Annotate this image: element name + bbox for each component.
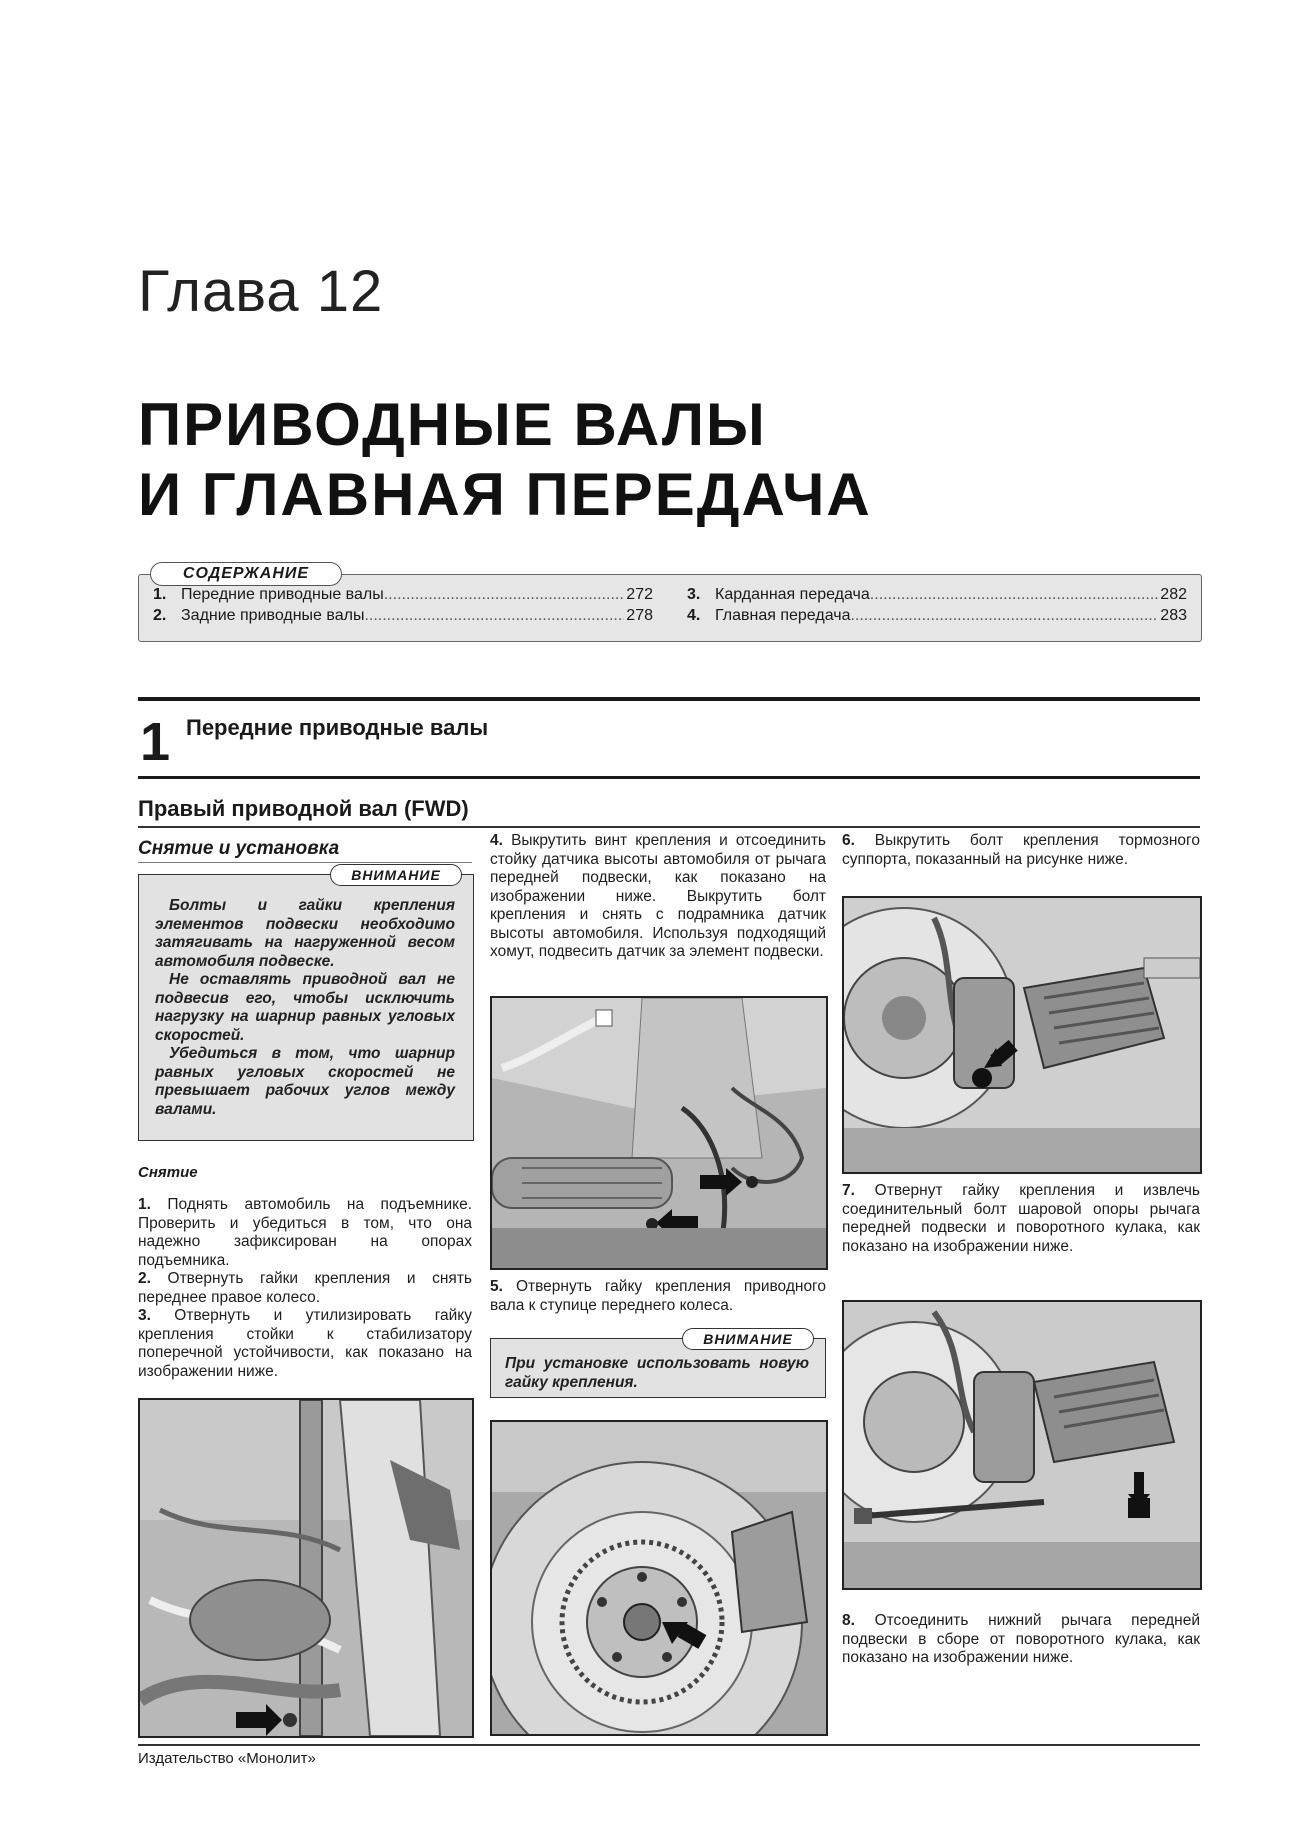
photo-height-sensor — [490, 996, 828, 1270]
toc-item-page: 282 — [1160, 586, 1187, 603]
warning-label: ВНИМАНИЕ — [682, 1328, 814, 1350]
toc-leader — [384, 585, 625, 605]
step-number: 7. — [842, 1182, 855, 1199]
chapter-title-line-1: ПРИВОДНЫЕ ВАЛЫ — [138, 391, 767, 458]
toc-item-title: Карданная передача — [715, 586, 870, 603]
subsection-title: Правый приводной вал (FWD) — [138, 796, 469, 821]
step-number: 3. — [138, 1307, 151, 1324]
col3-step-6 — [842, 832, 1200, 869]
photo-ball-joint-bolt — [842, 1300, 1202, 1590]
toc-item-number: 4. — [687, 607, 701, 624]
chapter-label: Глава 12 — [138, 259, 384, 324]
toc-item-number: 2. — [153, 607, 167, 624]
warning-paragraph: Болты и гайки крепления элементов подвески необходимо затягивать на нагруженной весом автомобиля подвеске. — [155, 897, 455, 970]
col2-step-4 — [490, 832, 826, 962]
toc-item-page: 283 — [1160, 607, 1187, 624]
toc-leader — [850, 606, 1158, 626]
toc-item-title: Задние приводные валы — [181, 607, 365, 624]
step-number: 6. — [842, 832, 855, 849]
warning-paragraph: Не оставлять приводной вал не подвесив его, чтобы исключить нагрузку на шарнир равных угловых скоростей. — [155, 971, 455, 1044]
toc-item-title: Главная передача — [715, 607, 851, 624]
step-text: Выкрутить винт крепления и отсоединить стойку датчика высоты автомобиля от рычага передней подвески, как показано на изображении ниже. Выкрутить болт крепления и снять с подрамника датчик высоты автомобиля. Используя подходящий хомут, подвесить датчик за элемент подвески. — [490, 832, 827, 960]
removal-heading: Снятие — [138, 1164, 198, 1181]
toc-item-number: 1. — [153, 586, 167, 603]
toc-item[interactable] — [153, 585, 653, 605]
warning-label: ВНИМАНИЕ — [330, 864, 462, 886]
section-number: 1 — [140, 712, 171, 772]
subsection-rule — [138, 826, 1200, 828]
step-3 — [138, 1307, 472, 1381]
step-text: Отвернуть и утилизировать гайку крепления стойки к стабилизатору поперечной устойчивости, как показано на изображении ниже. — [138, 1307, 472, 1380]
step-text: Выкрутить болт крепления тормозного суппорта, показанный на рисунке ниже. — [842, 832, 1200, 868]
photo-brake-caliper — [842, 896, 1202, 1174]
step-number: 2. — [138, 1270, 151, 1287]
footer-rule — [138, 1744, 1200, 1746]
step-1 — [138, 1196, 472, 1270]
step-text: Поднять автомобиль на подъемнике. Проверить и убедиться в том, что она надежно зафиксирован на опорах подъемника. — [138, 1196, 472, 1269]
photo-hub-nut — [490, 1420, 828, 1736]
chapter-title-line-2: И ГЛАВНАЯ ПЕРЕДАЧА — [138, 461, 872, 528]
step-text: Отвернуть гайку крепления приводного вала к ступице переднего колеса. — [490, 1278, 826, 1314]
section-title: Передние приводные валы — [186, 715, 489, 740]
warning-paragraph: Убедиться в том, что шарнир равных угловых скоростей не превышает рабочих углов между валами. — [155, 1045, 455, 1118]
toc-item[interactable] — [687, 585, 1187, 605]
col1-steps — [138, 1196, 472, 1381]
toc-item-number: 3. — [687, 586, 701, 603]
warning-text — [155, 897, 455, 1119]
col3-step-8 — [842, 1612, 1200, 1668]
photo-stabilizer-link — [138, 1398, 474, 1738]
publisher-footer: Издательство «Монолит» — [138, 1750, 316, 1767]
step-number: 5. — [490, 1278, 503, 1295]
warning-box — [138, 874, 474, 1141]
toc-item-page: 272 — [626, 586, 653, 603]
chapter-title — [138, 390, 872, 530]
step-text: Отсоединить нижний рычага передней подвески в сборе от поворотного кулака, как показано на изображении ниже. — [842, 1612, 1200, 1666]
section-rule-bottom — [138, 776, 1200, 779]
toc-item-title: Передние приводные валы — [181, 586, 384, 603]
step-2 — [138, 1270, 472, 1307]
step-text: Отвернут гайку крепления и извлечь соединительный болт шаровой опоры рычага передней подвески и поворотного кулака, как показано на изображении ниже. — [842, 1182, 1201, 1255]
col3-step-7 — [842, 1182, 1200, 1256]
step-number: 4. — [490, 832, 503, 849]
removal-install-heading: Снятие и установка — [138, 838, 340, 859]
toc-item[interactable] — [687, 606, 1187, 626]
section-rule-top — [138, 697, 1200, 701]
toc-leader — [870, 585, 1159, 605]
col2-step-5 — [490, 1278, 826, 1315]
toc-item-page: 278 — [626, 607, 653, 624]
step-text: Отвернуть гайки крепления и снять переднее правое колесо. — [138, 1270, 472, 1306]
step-number: 1. — [138, 1196, 151, 1213]
toc-leader — [364, 606, 624, 626]
warning-text: При установке использовать новую гайку крепления. — [505, 1355, 809, 1391]
toc-heading: СОДЕРЖАНИЕ — [150, 562, 342, 586]
step-number: 8. — [842, 1612, 855, 1629]
heading-underline — [138, 862, 472, 863]
toc-item[interactable] — [153, 606, 653, 626]
